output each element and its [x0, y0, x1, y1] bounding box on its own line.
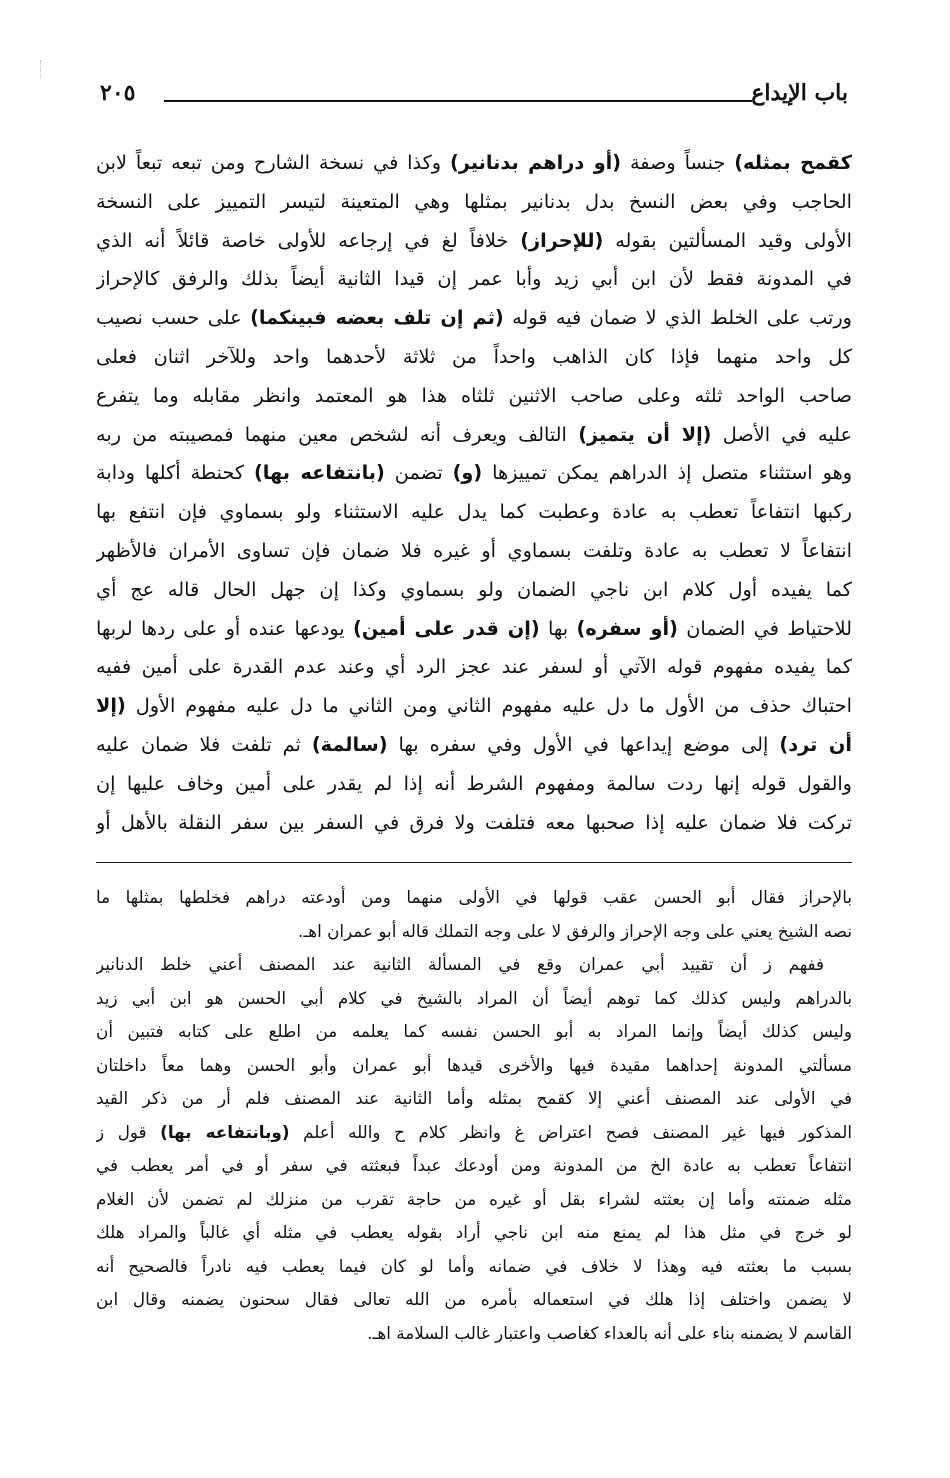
text-segment: المذكور فيها غير المصنف فصح اعتراض غ وانظر كلام ح والله أعلم [289, 1121, 852, 1142]
body-line [96, 338, 852, 377]
text-segment: ثم تلفت فلا ضمان عليه [96, 732, 312, 756]
body-line [96, 260, 852, 299]
text-segment: الأولى وقيد المسألتين بقوله [603, 228, 852, 252]
bold-matn-phrase: (و) [452, 461, 483, 485]
footnote-line [96, 1116, 852, 1150]
main-text [96, 144, 852, 842]
body-line [96, 804, 852, 843]
body-line [96, 493, 852, 532]
footnotes [96, 881, 852, 1350]
body-line [96, 687, 852, 726]
text-segment: كحنطة أكلها ودابة [96, 461, 254, 485]
text-segment: بسبب ما بعثته فيه وهذا لا خلاف في ضمانه وأما لو كان فيما يعطب فيه نادراً فالصحيح أنه [96, 1255, 852, 1276]
footnote-line [96, 1082, 852, 1116]
footnote-separator [96, 862, 852, 863]
text-segment: الحاجب وفي بعض النسخ بدل بدنانير بمثلها وهي المتعينة لتيسر التمييز على النسخة [96, 189, 852, 213]
text-segment: بالدراهم وليس كذلك كما توهم أيضاً أن المراد بالشيخ في كلام أبي الحسن هو ابن أبي زيد [96, 987, 852, 1008]
body-line [96, 765, 852, 804]
header-rule [164, 100, 752, 102]
text-segment: تضمن [384, 461, 453, 485]
text-segment: عليه في الأصل [711, 422, 852, 446]
text-segment: وهو استثناء متصل إذ الدراهم يمكن تمييزها [482, 461, 852, 485]
footnote-line [96, 881, 852, 915]
text-segment: والقول قوله إنها ردت سالمة ومفهوم الشرط أنه إذا لم يقدر على أمين وخاف عليها إن [96, 771, 852, 795]
footnote-line [96, 1250, 852, 1284]
page-number: ٢٠٥ [100, 80, 136, 106]
text-segment: لو خرج في مثل هذا لم يمنع منه ابن ناجي أراد بقوله يعطب في مثله أي غالباً والمراد هلك [96, 1222, 852, 1242]
page-header [100, 76, 848, 112]
footnote-line [96, 1015, 852, 1049]
text-segment: انتفاعاً لا تعطب به عادة وتلفت بسماوي أو غيره فلا ضمان فإن تساوى الأمران فالأظهر [96, 538, 852, 562]
text-segment: يودعها عنده أو على ردها لربها [96, 616, 354, 640]
bold-matn-phrase: (أو سفره) [576, 616, 678, 640]
footnote-line [96, 1216, 852, 1250]
text-segment: في المدونة فقط لأن ابن أبي زيد وأبا عمر إن قيدا الثانية أيضاً بذلك والرفق كالإحراز [96, 267, 852, 291]
text-segment: بها [539, 616, 577, 640]
text-segment: كما يفيده مفهوم قوله الآتي أو لسفر عند عجز الرد أي وعند عدم القدرة على أمين ففيه [96, 655, 852, 679]
body-line [96, 183, 852, 222]
text-segment: نصه الشيخ يعني على وجه الإحراز والرفق لا على وجه التملك قاله أبو عمران اهـ. [298, 920, 852, 941]
bold-matn-phrase: (أو دراهم بدنانير) [449, 151, 622, 174]
footnote-line [96, 948, 852, 982]
body-line [96, 222, 852, 261]
body-line [96, 377, 852, 416]
text-segment: مثله ضمنته وأما إن بعثته لشراء بقل أو غيره من حاجة تقرب من منزلك لم تضمن لأن الغلام [96, 1188, 852, 1209]
footnote-line [96, 982, 852, 1016]
text-segment: ففهم ز أن تقييد أبي عمران وقع في المسألة الثانية عند المصنف أعني خلط الدنانير [96, 954, 824, 974]
text-segment: خلافاً لغ في إرجاعه للأولى خاصة قائلاً أنه الذي [96, 228, 521, 252]
bold-matn-phrase: (وبانتفاعه بها) [160, 1121, 290, 1142]
text-segment: للاحتياط في الضمان [677, 616, 852, 640]
body-line [96, 454, 852, 493]
text-segment: احتباك حذف من الأول ما دل عليه مفهوم الثاني ومن الثاني ما دل عليه مفهوم الأول [125, 694, 852, 718]
text-segment: مسألتي المدونة إحداهما مقيدة فيها والأخرى قيدها أبو عمران وأبو الحسن وهما معاً داخلتان [96, 1054, 852, 1075]
text-segment: جنساً وصفة [621, 151, 735, 174]
footnote-line [96, 1317, 852, 1351]
text-segment: كل واحد منهما فإذا كان الذاهب واحداً من ثلاثة لأحدهما واحد وللآخر اثنان فعلى [96, 344, 852, 368]
bold-matn-phrase: (للإحراز) [520, 228, 604, 252]
text-segment: صاحب الواحد ثلثه وعلى صاحب الاثنين ثلثاه هذا هو المعتمد وانظر مقابله وما يتفرع [96, 383, 852, 407]
body-line [96, 299, 852, 338]
text-segment: على حسب نصيب [96, 306, 251, 330]
footnote-line [96, 1049, 852, 1083]
footnote-line [96, 1183, 852, 1217]
bold-matn-phrase: (إلا [96, 694, 126, 718]
body-line [96, 726, 852, 765]
bold-matn-phrase: كقمح بمثله) [734, 151, 852, 174]
bold-matn-phrase: (بانتفاعه بها) [253, 461, 385, 485]
body-line [96, 648, 852, 687]
text-segment: التالف ويعرف أنه لشخص معين منهما فمصيبته من ربه [96, 422, 579, 446]
bold-matn-phrase: (إلا أن يتميز) [578, 422, 712, 446]
bold-matn-phrase: (سالمة) [311, 732, 388, 756]
text-segment: وكذا في نسخة الشارح ومن تبعه تبعاً لابن [96, 151, 450, 174]
text-segment: في الأولى عند المصنف أعني إلا كقمح بمثله وأما الثانية عند المصنف فلم أر من ذكر القيد [96, 1088, 852, 1108]
body-line [96, 610, 852, 649]
bold-matn-phrase: (إن قدر على أمين) [353, 616, 540, 640]
bold-matn-phrase: أن ترد) [779, 732, 852, 756]
footnote-line [96, 1149, 852, 1183]
text-segment: لا يضمن واختلف إذا هلك في استعماله بأمره من الله تعالى فقال سحنون يضمنه وقال ابن [96, 1289, 852, 1309]
text-segment: تركت فلا ضمان عليه إذا صحبها معه فتلفت ولا فرق في السفر بين سفر النقلة بالأهل أو [96, 810, 852, 834]
text-segment: ورتب على الخلط الذي لا ضمان فيه قوله [503, 306, 852, 330]
body-line [96, 532, 852, 571]
footnote-line [96, 1283, 852, 1317]
text-segment: وليس كذلك أيضاً وإنما المراد به أبو الحسن نفسه كما يعلمه من اطلع على كتابه فتبين أن [96, 1021, 852, 1041]
text-segment: كما يفيده أول كلام ابن ناجي الضمان ولو بسماوي وكذا إن جهل الحال قاله عج أي [96, 577, 852, 601]
text-segment: إلى موضع إيداعها في الأول وفي سفره بها [387, 732, 780, 756]
body-line [96, 416, 852, 455]
body-line [96, 144, 852, 183]
text-segment: قول ز [96, 1121, 161, 1142]
text-segment: انتفاعاً تعطب به عادة الخ من المدونة ومن أودعك عبداً فبعثته في سفر أو في أمر يعطب في [96, 1155, 852, 1175]
body-line [96, 571, 852, 610]
footnote-line [96, 915, 852, 949]
text-segment: بالإحراز فقال أبو الحسن عقب قولها في الأولى منهما ومن أودعته دراهم فخلطها بمثلها ما [96, 887, 852, 907]
bold-matn-phrase: (ثم إن تلف بعضه فبينكما) [250, 306, 504, 330]
running-title: باب الإيداع [751, 80, 848, 106]
margin-mark [40, 60, 43, 78]
text-segment: ركبها انتفاعاً تعطب به عادة وعطبت كما يدل عليه الاستثناء ولو بسماوي فإن انتفع بها [96, 500, 852, 524]
text-segment: القاسم لا يضمنه بناء على أنه بالعداء كغاصب واعتبار غالب السلامة اهـ. [367, 1322, 852, 1343]
